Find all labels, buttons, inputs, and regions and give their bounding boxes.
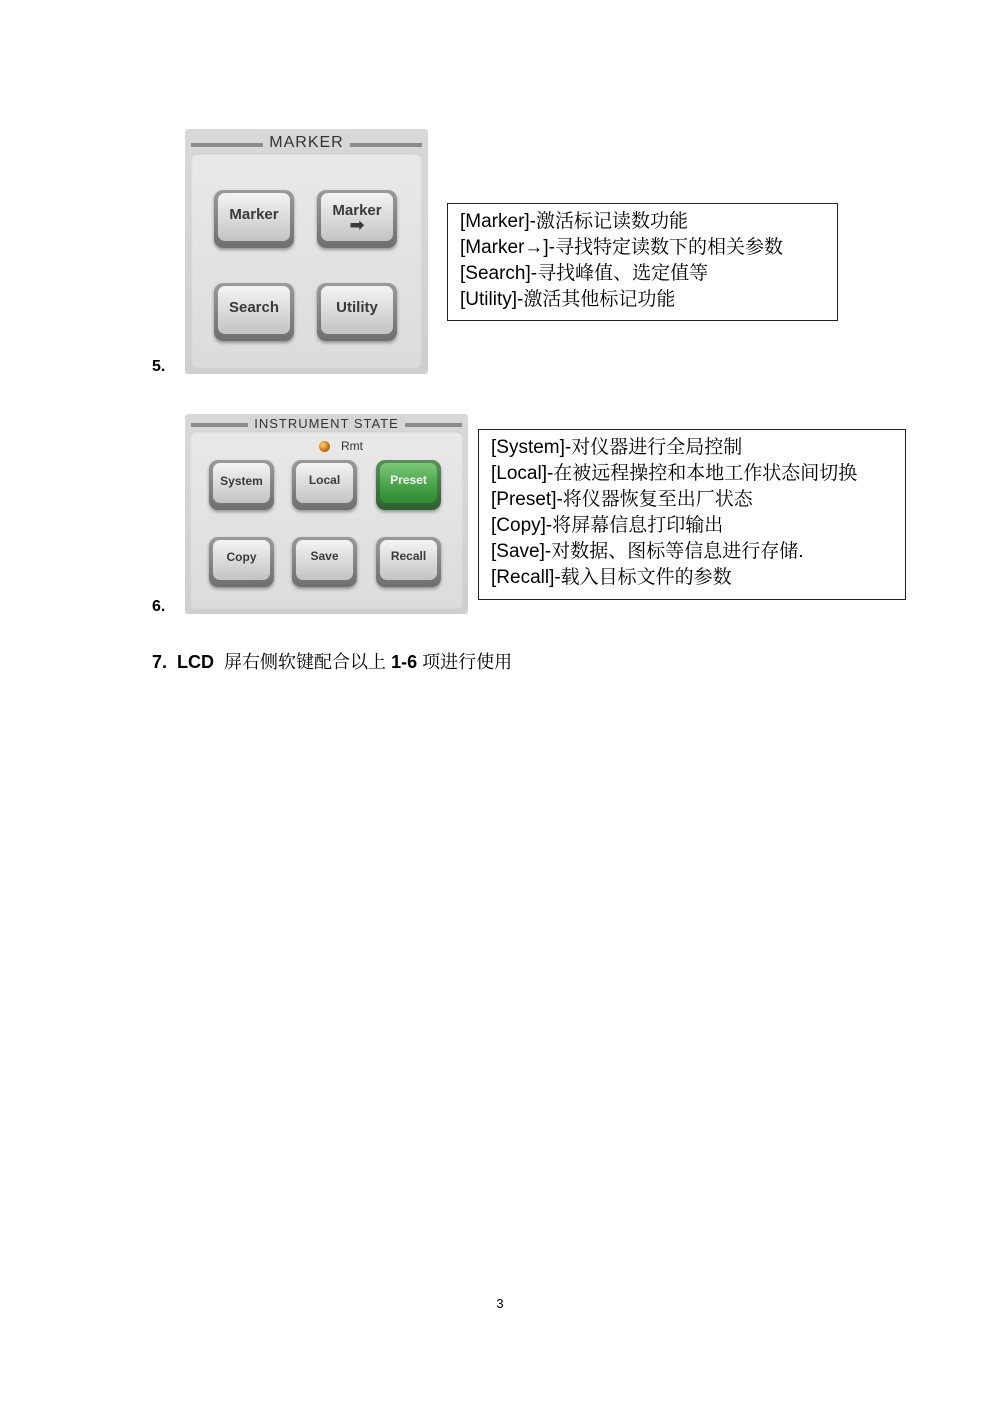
remote-led-icon xyxy=(319,441,330,452)
description-line: [Marker→]-寻找特定读数下的相关参数 xyxy=(460,237,784,258)
marker-description-box xyxy=(447,203,838,321)
save-key-label: Save xyxy=(310,549,339,563)
marker-to-key-label: Marker xyxy=(332,202,382,219)
recall-key[interactable] xyxy=(376,537,441,587)
description-line: [Save]-对数据、图标等信息进行存储. xyxy=(491,541,804,562)
lcd-label: LCD xyxy=(177,652,215,672)
description-line: [Search]-寻找峰值、选定值等 xyxy=(460,263,709,284)
system-key[interactable] xyxy=(209,460,274,510)
remote-led-label: Rmt xyxy=(341,439,363,453)
utility-key-label: Utility xyxy=(336,299,378,316)
marker-key[interactable] xyxy=(214,190,294,248)
system-key-label: System xyxy=(220,474,263,488)
item-number-6: 6. xyxy=(152,598,166,615)
item-7-range: 1-6 xyxy=(391,652,418,672)
search-key-label: Search xyxy=(228,299,280,316)
copy-key-label: Copy xyxy=(226,550,257,564)
local-key-label: Local xyxy=(308,473,341,487)
marker-panel-title: MARKER xyxy=(185,134,428,152)
instrument-state-description-box xyxy=(478,429,906,600)
right-arrow-icon: ➡ xyxy=(349,215,365,236)
item-number-5: 5. xyxy=(152,358,166,375)
save-key[interactable] xyxy=(292,537,357,587)
item-7-text-2: 项进行使用 xyxy=(422,652,513,672)
marker-key-label: Marker xyxy=(229,206,279,223)
description-line: [Utility]-激活其他标记功能 xyxy=(460,289,676,310)
description-line: [Marker]-激活标记读数功能 xyxy=(460,211,689,232)
marker-to-key[interactable] xyxy=(317,190,397,248)
local-key[interactable] xyxy=(292,460,357,510)
copy-key[interactable] xyxy=(209,537,274,587)
marker-panel xyxy=(185,129,428,374)
description-line: [Local]-在被远程操控和本地工作状态间切换 xyxy=(491,463,858,484)
description-line: [Copy]-将屏幕信息打印输出 xyxy=(491,515,724,536)
page-number: 3 xyxy=(496,1296,504,1311)
item-7-line xyxy=(152,648,512,674)
description-line: [System]-对仪器进行全局控制 xyxy=(491,437,743,458)
search-key[interactable] xyxy=(214,283,294,341)
item-7-text-1: 屏右侧软键配合以上 xyxy=(224,652,387,672)
instrument-state-panel xyxy=(185,414,468,614)
description-line: [Recall]-载入目标文件的参数 xyxy=(491,567,732,588)
preset-key[interactable] xyxy=(376,460,441,510)
description-line: [Preset]-将仪器恢复至出厂状态 xyxy=(491,489,753,510)
recall-key-label: Recall xyxy=(390,549,427,563)
preset-key-label: Preset xyxy=(390,473,427,487)
utility-key[interactable] xyxy=(317,283,397,341)
item-number-7: 7. xyxy=(152,652,168,672)
instrument-state-panel-title: INSTRUMENT STATE xyxy=(185,416,468,431)
